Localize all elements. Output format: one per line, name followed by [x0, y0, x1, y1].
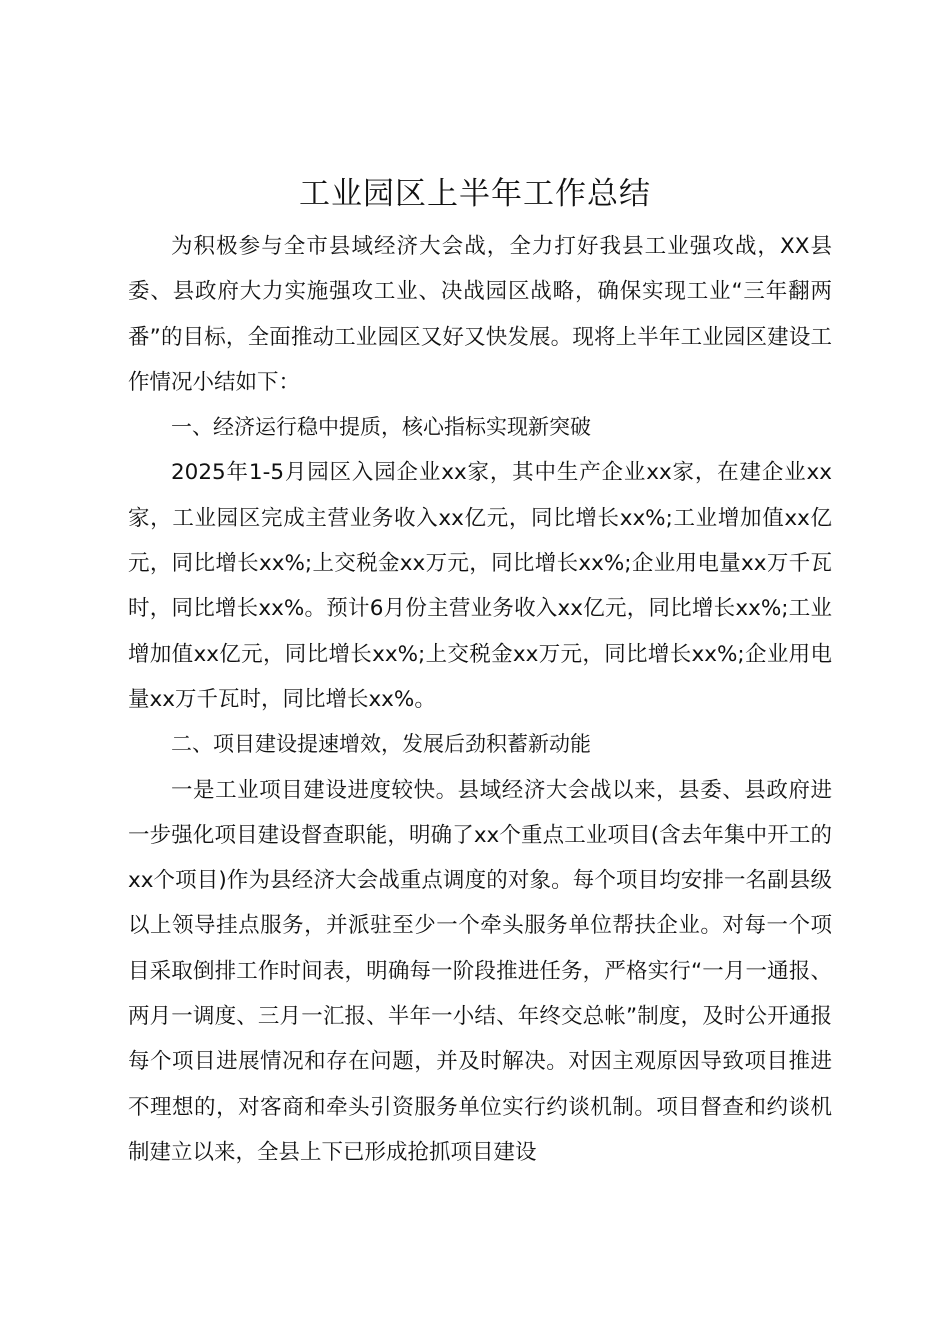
section-heading-2: 二、项目建设提速增效，发展后劲积蓄新动能	[171, 732, 591, 757]
intro-paragraph: 为积极参与全市县域经济大会战，全力打好我县工业强攻战，XX县委、县政府大力实施强攻工业、决战园区战略，确保实现工业“三年翻两番”的目标，全面推动工业园区又好又快发展。现将上半年工业园区建设工作情况小结如下：	[128, 234, 832, 395]
economic-paragraph: 2025年1-5月园区入园企业xx家，其中生产企业xx家，在建企业xx家，工业园区完成主营业务收入xx亿元，同比增长xx%;工业增加值xx亿元，同比增长xx%;上交税金xx万元，同比增长xx%;企业用电量xx万千瓦时，同比增长xx%。预计6月份主营业务收入xx亿元，同比增长xx%;工业增加值xx亿元，同比增长xx%;上交税金xx万元，同比增长xx%;企业用电量xx万千瓦时，同比增长xx%。	[128, 460, 832, 712]
project-paragraph: 一是工业项目建设进度较快。县域经济大会战以来，县委、县政府进一步强化项目建设督查职能，明确了xx个重点工业项目(含去年集中开工的xx个项目)作为县经济大会战重点调度的对象。每个项目均安排一名副县级以上领导挂点服务，并派驻至少一个牵头服务单位帮扶企业。对每一个项目采取倒排工作时间表，明确每一阶段推进任务，严格实行“一月一通报、两月一调度、三月一汇报、半年一小结、年终交总帐”制度，及时公开通报每个项目进展情况和存在问题，并及时解决。对因主观原因导致项目推进不理想的，对客商和牵头引资服务单位实行约谈机制。项目督查和约谈机制建立以来，全县上下已形成抢抓项目建设	[128, 777, 832, 1165]
section-heading-1: 一、经济运行稳中提质，核心指标实现新突破	[171, 415, 591, 440]
document-body	[128, 224, 832, 1175]
document-title: 工业园区上半年工作总结	[299, 176, 651, 212]
